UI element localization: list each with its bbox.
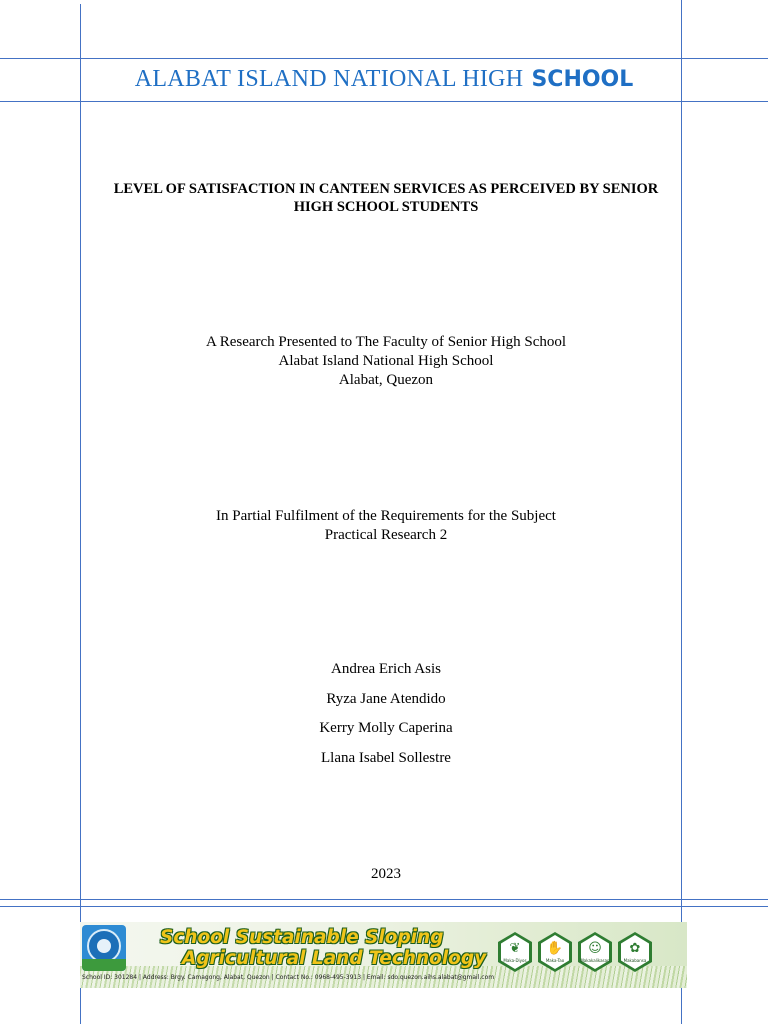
author-list [82,660,690,778]
fulfilment-line-2: Practical Research 2 [324,527,448,543]
badge-label: Makakalikasan [580,958,610,963]
slogan-line-2: Agricultural Land Technology [182,948,487,969]
fulfilment-line-1: In Partial Fulfilment of the Requirements for the Subject [216,508,556,524]
badge-label: Maka-Tao [545,958,565,963]
school-name-emphasis: SCHOOL [531,66,634,92]
person-icon: ☺ Makakalikasan [578,932,612,972]
school-header [0,58,768,100]
plant-icon: ✿ Makabansa [618,932,652,972]
contact-info: School ID: 301284 | Address: Brgy. Camagong, Alabat, Quezon | Contact No.: 0968-495-3913 | Email: sdo.quezon.aihs.alabat@gmail.com [82,974,495,981]
presented-line-1: A Research Presented to The Faculty of Senior High School [205,334,567,350]
presented-line-3: Alabat, Quezon [338,372,434,388]
core-values-badges [498,932,652,972]
slogan [160,927,500,969]
margin-guide-left [80,4,81,1024]
school-logo-icon [82,925,126,971]
header-rule-bottom [0,101,768,102]
fulfilment-statement [82,507,690,545]
title-line-2: HIGH SCHOOL STUDENTS [293,199,479,215]
title-line-1: LEVEL OF SATISFACTION IN CANTEEN SERVICES AS PERCEIVED BY SENIOR [113,181,659,197]
footer-rule-bottom [0,906,768,907]
footer-banner [80,922,687,988]
footer-rule-top [0,899,768,900]
research-title [82,180,690,216]
badge-label: Maka-Diyos [503,958,527,963]
sprout-icon: ❦ Maka-Diyos [498,932,532,972]
slogan-line-1: School Sustainable Sloping [160,927,444,948]
handshake-icon: ✋ Maka-Tao [538,932,572,972]
year: 2023 [371,866,401,882]
school-name: ALABAT ISLAND NATIONAL HIGH [134,65,524,92]
author-name: Llana Isabel Sollestre [321,749,451,766]
author-name: Ryza Jane Atendido [326,690,446,707]
author-name: Andrea Erich Asis [331,661,441,677]
author-name: Kerry Molly Caperina [319,720,453,736]
presented-line-2: Alabat Island National High School [278,353,494,369]
presented-to [82,333,690,390]
badge-label: Makabansa [623,958,647,963]
